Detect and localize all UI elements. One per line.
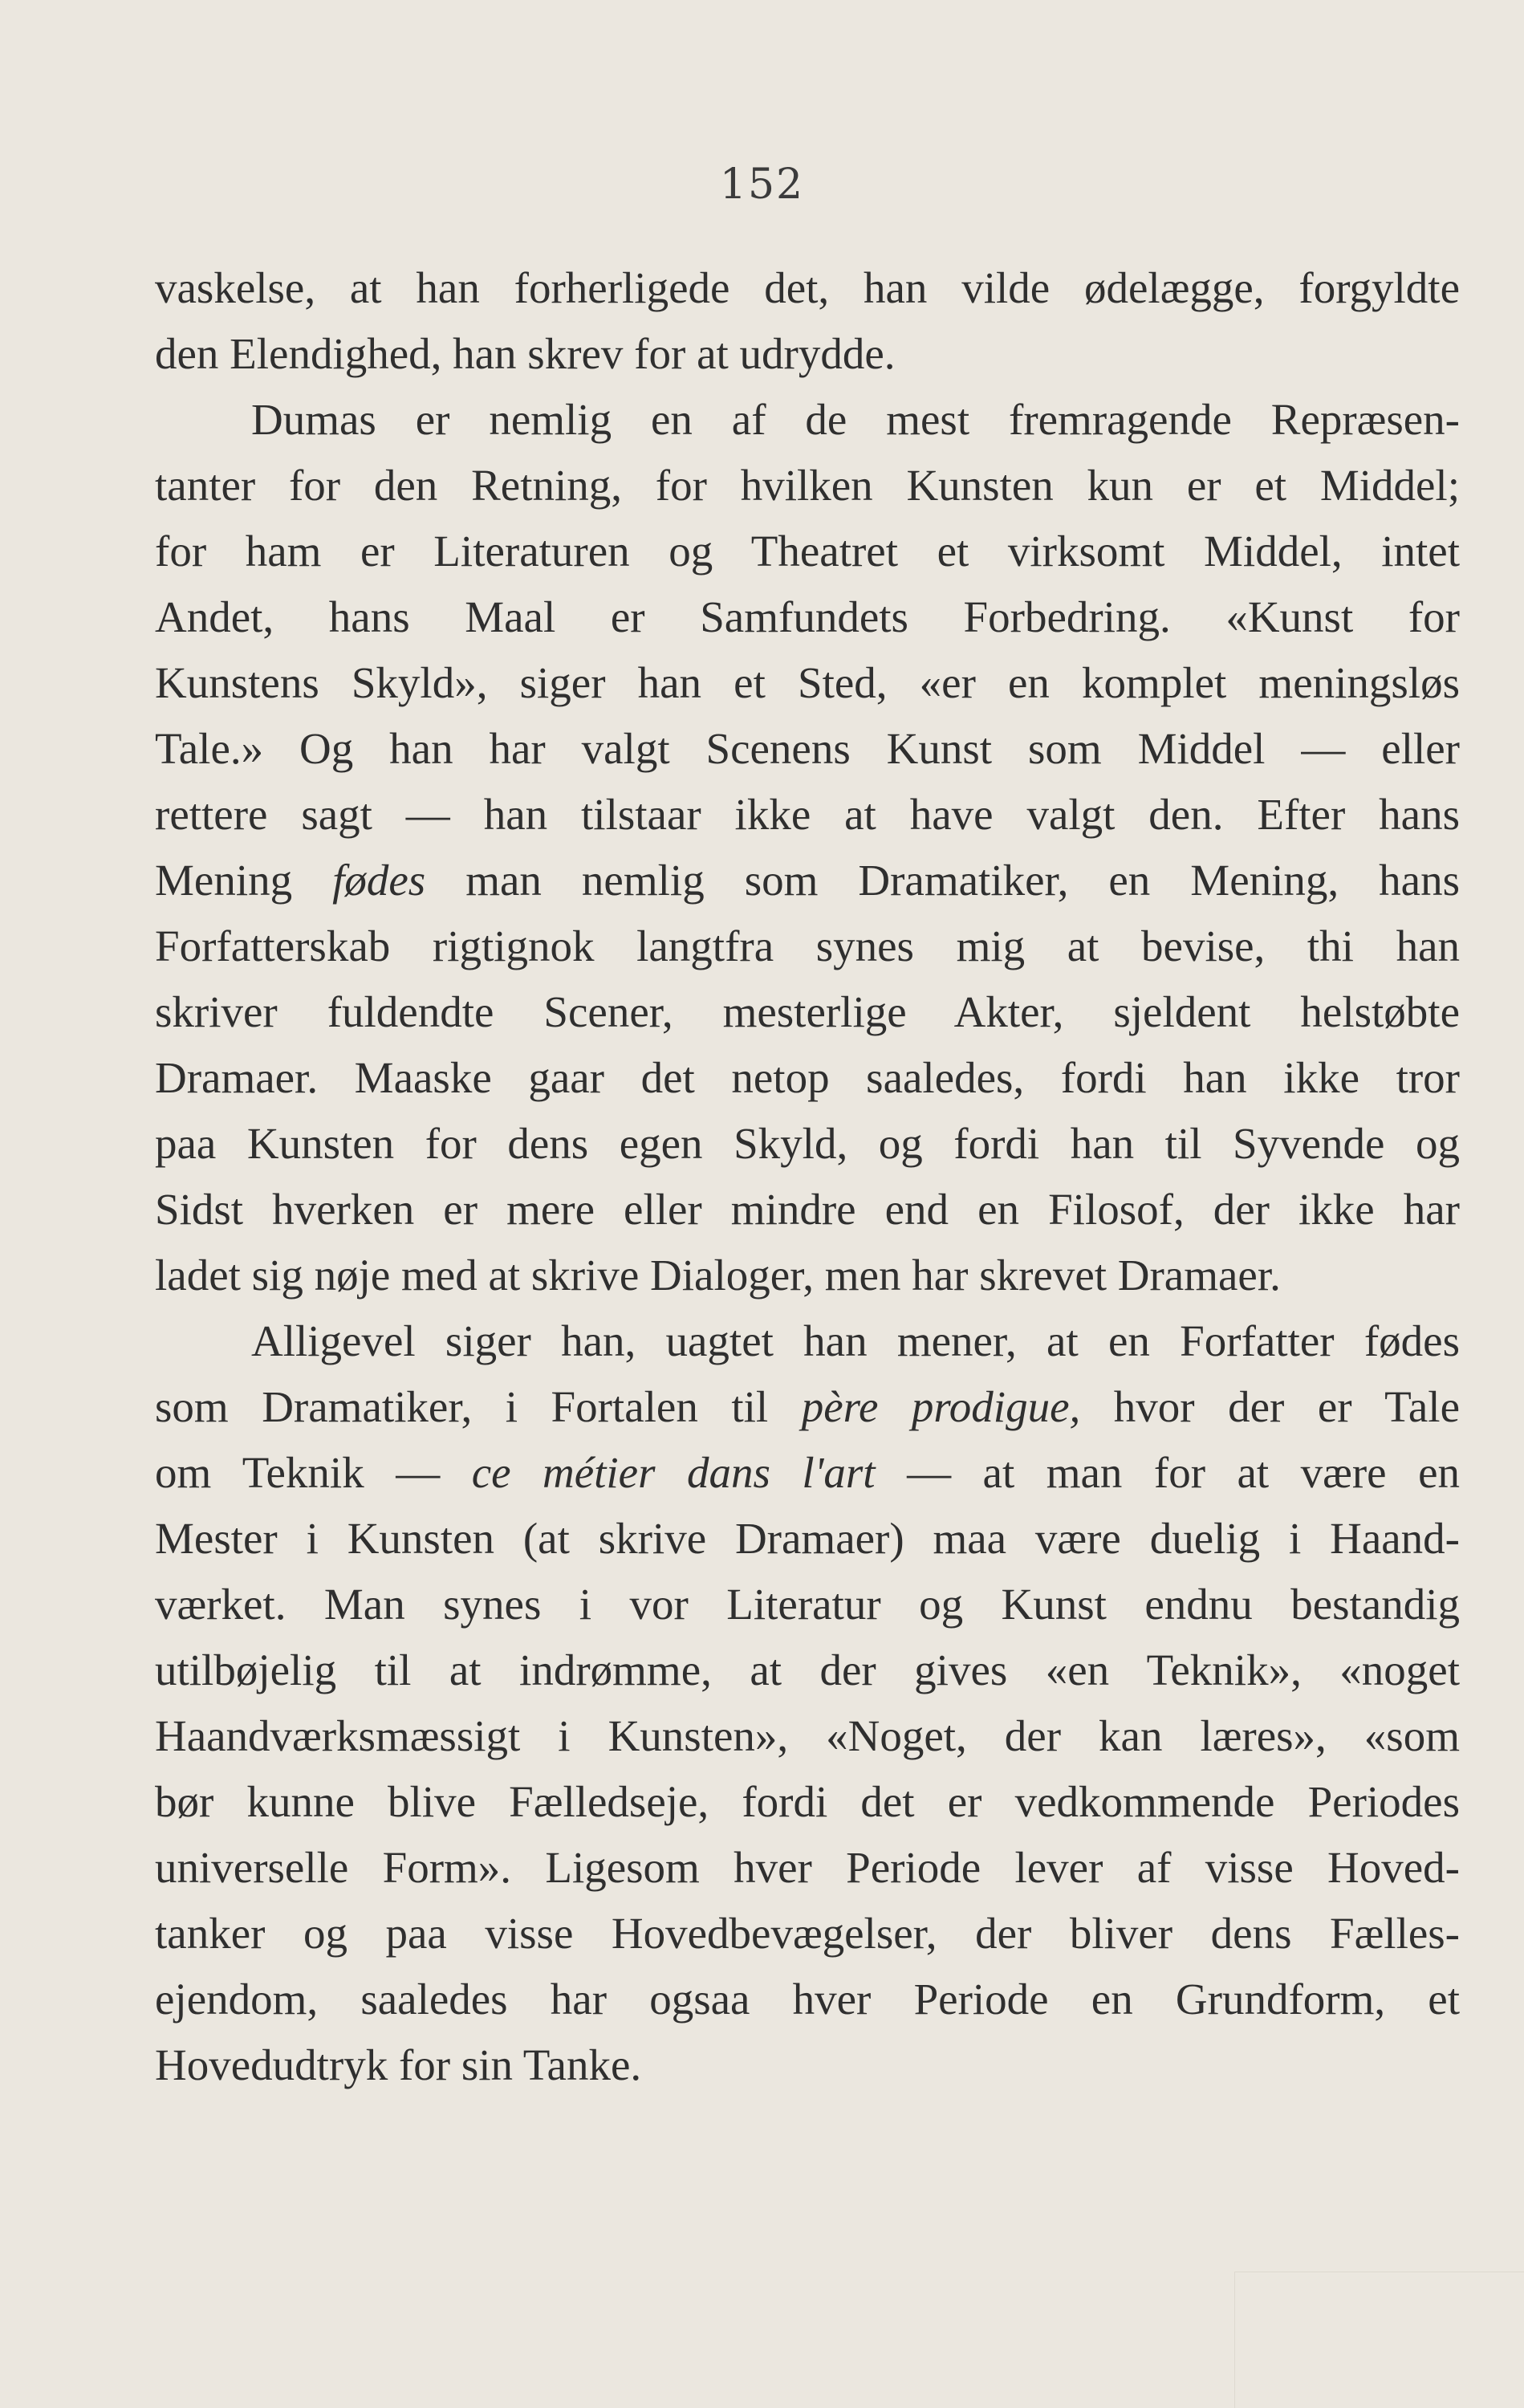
italic-text: fødes	[332, 856, 426, 905]
text-line: for ham er Literaturen og Theatret et virksomt Middel, intet	[155, 527, 1460, 576]
text-line: Mester i Kunsten (at skrive Dramaer) maa være duelig i Haand-	[155, 1514, 1460, 1563]
text-line: paa Kunsten for dens egen Skyld, og fordi han til Syvende og	[155, 1119, 1460, 1168]
text-line: ejendom, saaledes har ogsaa hver Periode en Grundform, et	[155, 1975, 1460, 2024]
text-line: skriver fuldendte Scener, mesterlige Akter, sjeldent helstøbte	[155, 987, 1460, 1036]
text-line: tanker og paa visse Hovedbevægelser, der bliver dens Fælles-	[155, 1909, 1460, 1958]
text-line: Dramaer. Maaske gaar det netop saaledes, fordi han ikke tror	[155, 1053, 1460, 1102]
text-line: Haandværksmæssigt i Kunsten», «Noget, der kan læres», «som	[155, 1711, 1460, 1760]
text-line: vaskelse, at han forherligede det, han vilde ødelægge, forgyldte	[155, 263, 1460, 312]
text-line: værket. Man synes i vor Literatur og Kunst endnu bestandig	[155, 1580, 1460, 1629]
text-line: Andet, hans Maal er Samfundets Forbedring. «Kunst for	[155, 592, 1460, 641]
page-number: 152	[719, 161, 805, 209]
body-text	[155, 255, 1460, 2098]
text-line: om Teknik — ce métier dans l'art — at man for at være en	[155, 1448, 1460, 1497]
paper-edge-mark	[1234, 2272, 1524, 2408]
text-line: Forfatterskab rigtignok langtfra synes mig at bevise, thi han	[155, 921, 1460, 970]
text-line: Tale.» Og han har valgt Scenens Kunst som Middel — eller	[155, 724, 1460, 773]
text-line: Hovedudtryk for sin Tanke.	[155, 2040, 642, 2089]
text-line: bør kunne blive Fælledseje, fordi det er vedkommende Periodes	[155, 1777, 1460, 1826]
text-line: Alligevel siger han, uagtet han mener, at en Forfatter fødes	[251, 1316, 1460, 1365]
text-line: tanter for den Retning, for hvilken Kunsten kun er et Middel;	[155, 461, 1460, 510]
text-line: utilbøjelig til at indrømme, at der gives «en Teknik», «noget	[155, 1645, 1460, 1694]
text-line: Kunstens Skyld», siger han et Sted, «er en komplet meningsløs	[155, 658, 1460, 707]
text-line: Dumas er nemlig en af de mest fremragende Repræsen-	[251, 395, 1460, 444]
text-line: rettere sagt — han tilstaar ikke at have valgt den. Efter hans	[155, 790, 1460, 839]
text-line: den Elendighed, han skrev for at udrydde.	[155, 329, 896, 378]
text-line: universelle Form». Ligesom hver Periode lever af visse Hoved-	[155, 1843, 1460, 1892]
italic-text: père prodigue,	[801, 1382, 1081, 1431]
text-line: ladet sig nøje med at skrive Dialoger, men har skrevet Dramaer.	[155, 1251, 1281, 1300]
text-line: Sidst hverken er mere eller mindre end en Filosof, der ikke har	[155, 1185, 1460, 1234]
italic-text: ce métier dans l'art	[471, 1448, 876, 1497]
text-line: som Dramatiker, i Fortalen til père prodigue, hvor der er Tale	[155, 1382, 1460, 1431]
text-line: Mening fødes man nemlig som Dramatiker, en Mening, hans	[155, 856, 1460, 905]
